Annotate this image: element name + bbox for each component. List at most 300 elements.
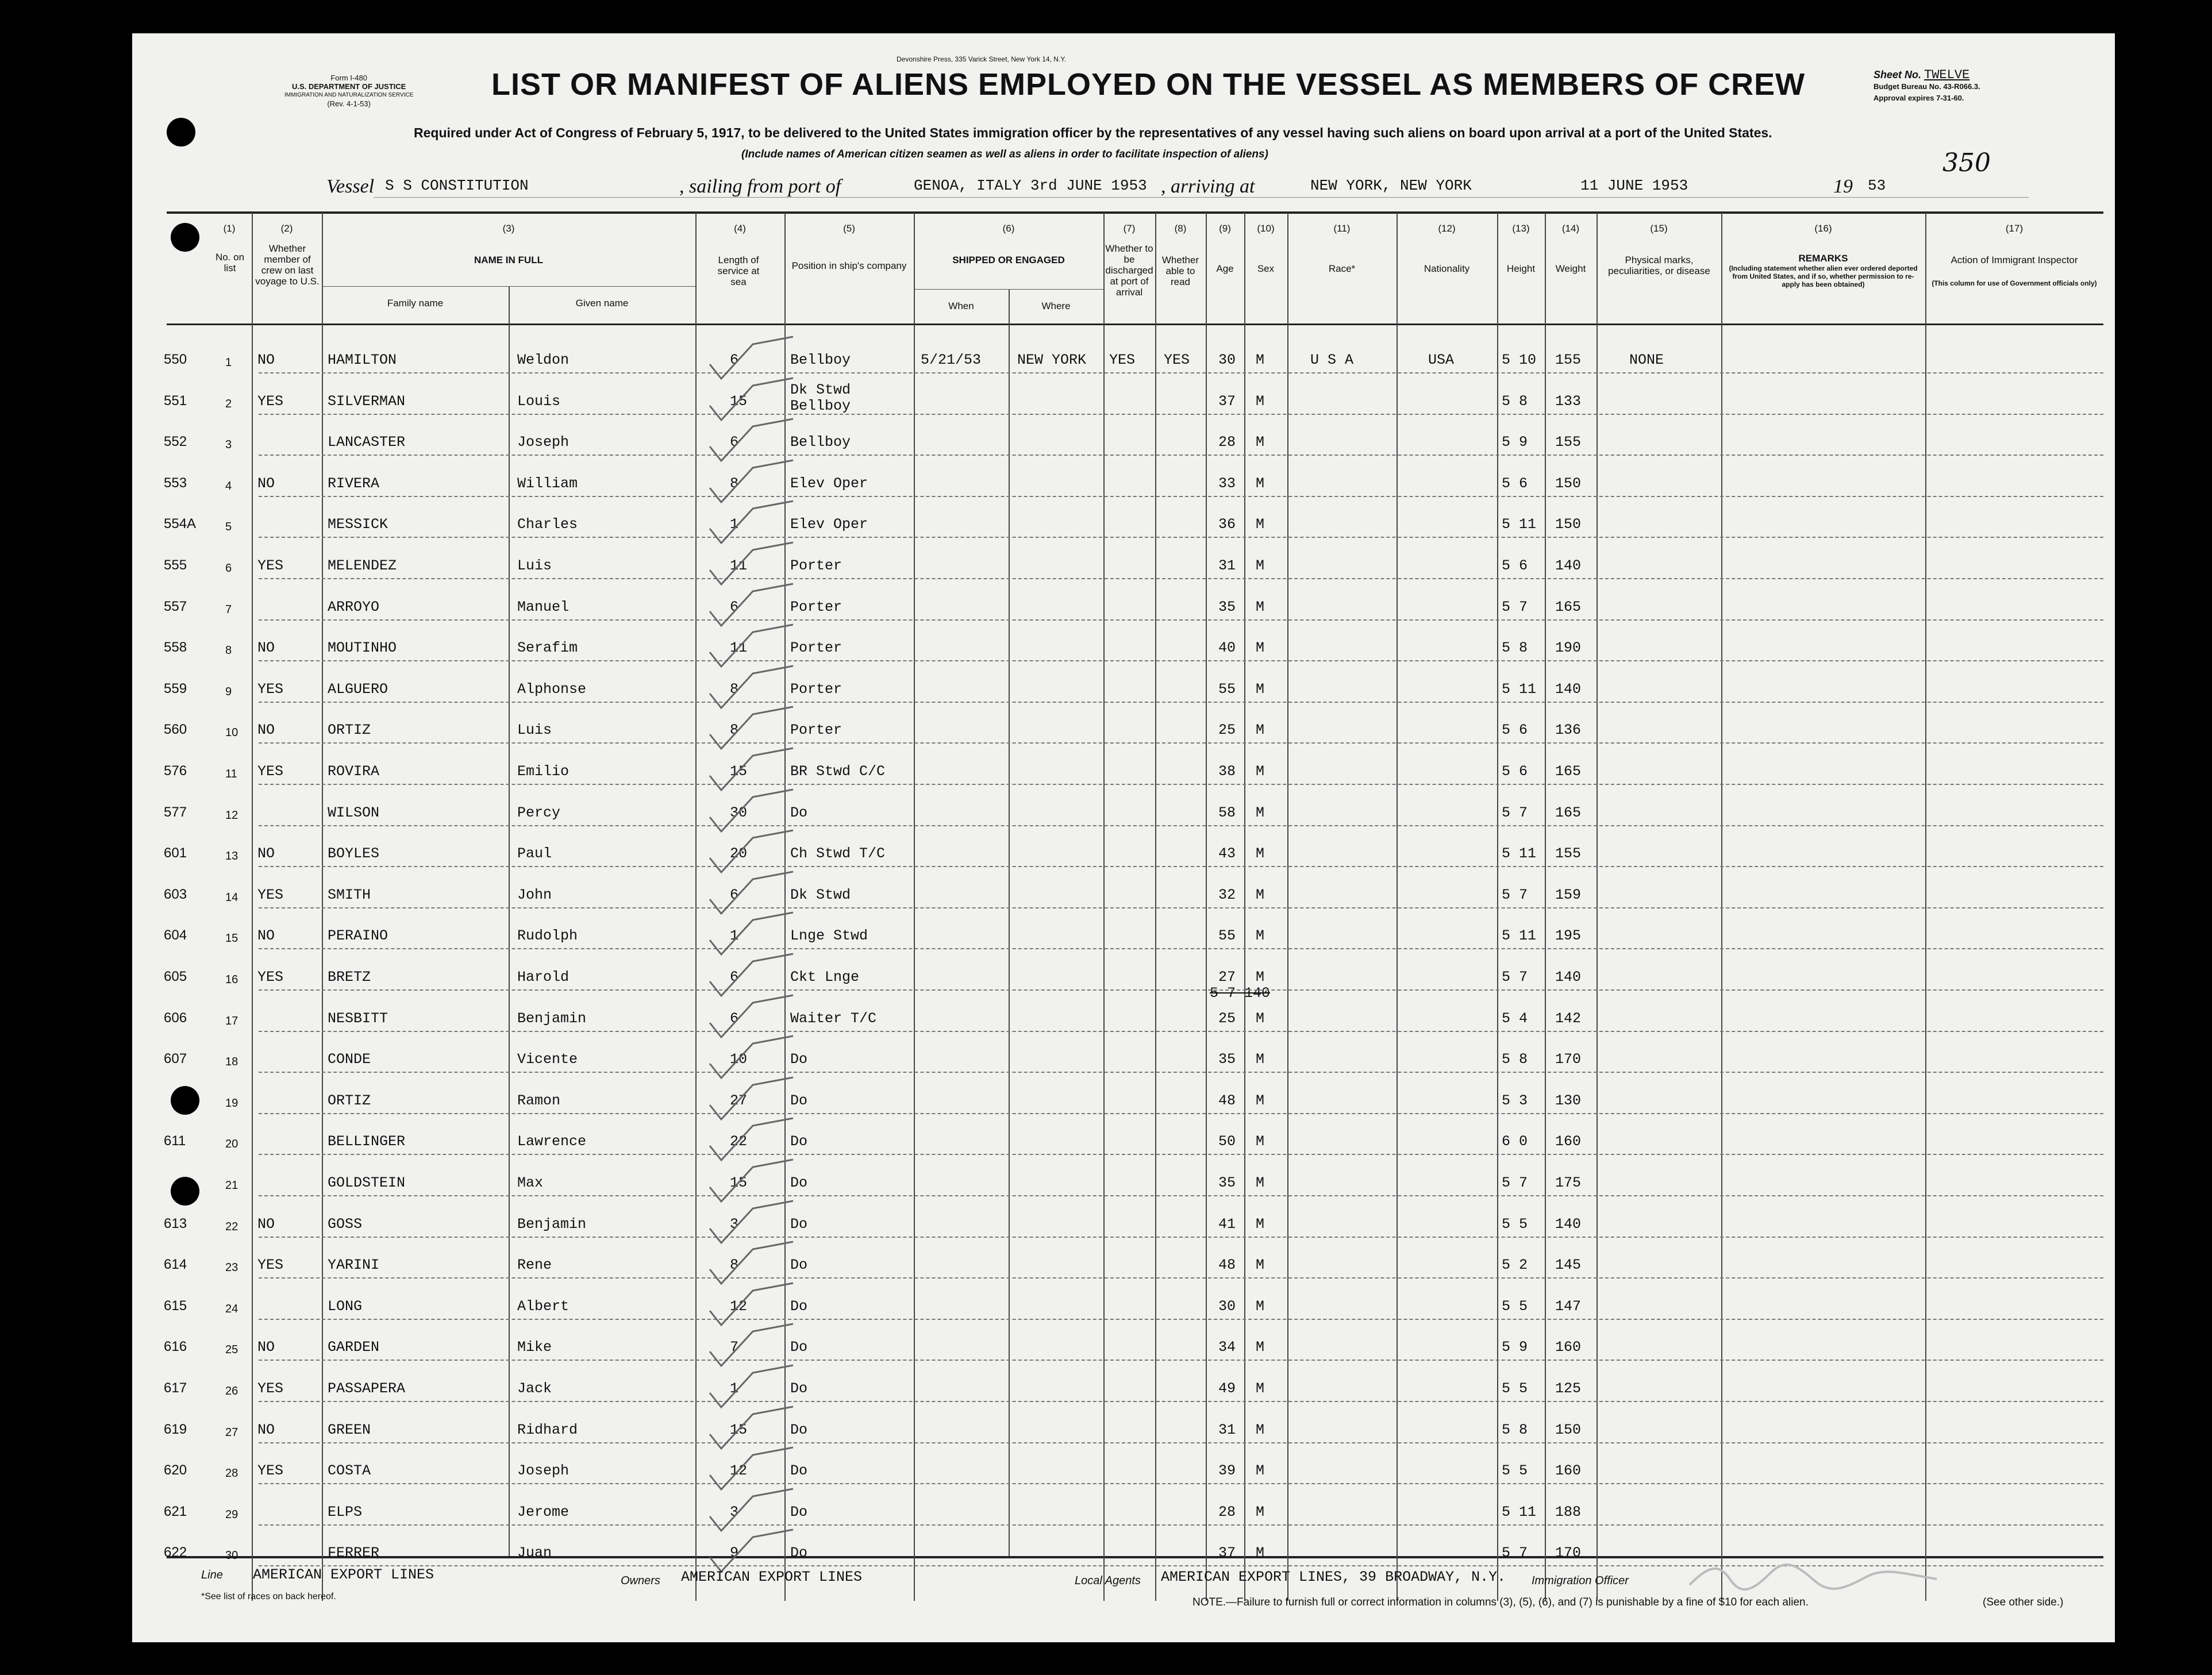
row-dashed-line: [259, 742, 2103, 744]
length-of-service: 11: [730, 640, 748, 657]
sex: M: [1256, 1545, 1265, 1562]
row-dashed-line: [259, 825, 2103, 826]
year-prefix: 19: [1833, 176, 1853, 197]
row-margin-number: 613: [164, 1215, 187, 1231]
age: 34: [1218, 1339, 1236, 1356]
nationality: USA: [1428, 352, 1455, 368]
row-dashed-line: [259, 1113, 2103, 1114]
col-13-number: (13): [1512, 223, 1530, 234]
position: Porter: [790, 722, 843, 739]
crew-last-voyage: NO: [257, 640, 275, 657]
col-9-number: (9): [1219, 223, 1231, 234]
given-name: Benjamin: [517, 1010, 587, 1027]
crew-last-voyage: NO: [257, 1339, 275, 1356]
sailing-label: , sailing from port of: [679, 176, 841, 197]
punch-hole: [171, 223, 199, 252]
table-row: [132, 1454, 2115, 1496]
col-16-number: (16): [1814, 223, 1832, 234]
tally-check-mark: [707, 1117, 808, 1163]
length-of-service: 30: [730, 804, 748, 821]
weight: 165: [1555, 763, 1582, 780]
table-row: [132, 632, 2115, 673]
sex: M: [1256, 1092, 1265, 1109]
length-of-service: 20: [730, 845, 748, 862]
weight: 145: [1555, 1257, 1582, 1274]
row-number: 21: [225, 1179, 238, 1192]
row-margin-number: 552: [164, 434, 187, 450]
family-name: WILSON: [328, 804, 380, 821]
height: 5 2: [1502, 1257, 1528, 1274]
tally-check-mark: [707, 500, 805, 546]
tally-check-mark: [707, 665, 805, 711]
table-row: [132, 508, 2115, 549]
age: 25: [1218, 1010, 1236, 1027]
position: Porter: [790, 557, 843, 574]
sex: M: [1256, 434, 1265, 451]
agents-value: AMERICAN EXPORT LINES, 39 BROADWAY, N.Y.: [1161, 1569, 1506, 1585]
length-of-service: 11: [730, 557, 748, 574]
given-name: Lawrence: [517, 1133, 587, 1150]
document-subtitle-note: (Include names of American citizen seamen as well as aliens in order to facilitate inspection of aliens): [741, 148, 1268, 160]
col-header-sex: Sex: [1257, 263, 1275, 274]
given-name: Juan: [517, 1545, 552, 1562]
row-dashed-line: [259, 1360, 2103, 1361]
col-header-name: NAME IN FULL: [474, 255, 543, 265]
col-10-number: (10): [1257, 223, 1275, 234]
weight: 160: [1555, 1133, 1582, 1150]
family-name: GARDEN: [328, 1339, 380, 1356]
crew-last-voyage: NO: [257, 475, 275, 492]
crew-last-voyage: YES: [257, 1257, 284, 1274]
col-11-number: (11): [1333, 223, 1351, 234]
height: 5 6: [1502, 475, 1528, 492]
weight: 140: [1555, 1215, 1582, 1233]
tally-check-mark: [707, 1364, 808, 1410]
age: 55: [1218, 680, 1236, 698]
sex: M: [1256, 763, 1265, 780]
sex: M: [1256, 1297, 1265, 1315]
able-to-read: YES: [1164, 352, 1190, 368]
weight: 155: [1555, 845, 1582, 862]
col-header-marks: Physical marks, peculiarities, or disease: [1608, 255, 1710, 276]
vessel-line: [326, 176, 374, 198]
given-name: Joseph: [517, 434, 570, 451]
position: Do: [790, 1545, 808, 1562]
family-name: CONDE: [328, 1051, 371, 1068]
physical-marks: NONE: [1629, 352, 1664, 368]
row-dashed-line: [259, 907, 2103, 908]
tally-check-mark: [707, 541, 805, 587]
height: 5 6: [1502, 763, 1528, 780]
table-row: [132, 549, 2115, 591]
sex: M: [1256, 352, 1265, 368]
length-of-service: 15: [730, 392, 748, 410]
position: Do: [790, 1092, 808, 1109]
age: 55: [1218, 927, 1236, 945]
table-row: [132, 714, 2115, 755]
family-name: ROVIRA: [328, 763, 380, 780]
crew-last-voyage: YES: [257, 557, 284, 574]
col-17-number: (17): [2005, 223, 2024, 234]
height: 5 7: [1502, 598, 1528, 615]
weight: 142: [1555, 1010, 1582, 1027]
sex: M: [1256, 969, 1265, 985]
family-name: PASSAPERA: [328, 1380, 406, 1397]
length-of-service: 27: [730, 1092, 748, 1109]
tally-check-mark: [707, 911, 805, 957]
row-dashed-line: [259, 496, 2103, 497]
height: 5 9: [1502, 434, 1528, 451]
tally-check-mark: [707, 1158, 808, 1204]
row-margin-number: 619: [164, 1421, 187, 1437]
tally-check-mark: [707, 1200, 808, 1246]
row-margin-number: 558: [164, 640, 187, 656]
family-name: PERAINO: [328, 927, 388, 945]
tally-check-mark: [707, 459, 805, 505]
given-name: Vicente: [517, 1051, 578, 1068]
sex: M: [1256, 722, 1265, 739]
weight: 165: [1555, 598, 1582, 615]
col-header-age: Age: [1216, 263, 1234, 274]
position: Do: [790, 1297, 808, 1315]
length-of-service: 1: [730, 516, 739, 533]
struck-entry: 5 7 140: [1210, 985, 1271, 1002]
length-of-service: 6: [730, 886, 739, 903]
race: U S A: [1310, 352, 1354, 368]
table-row: [132, 1166, 2115, 1208]
height: 5 10: [1502, 352, 1537, 368]
weight: 170: [1555, 1545, 1582, 1562]
given-name: Ridhard: [517, 1421, 578, 1438]
age: 28: [1218, 1503, 1236, 1520]
given-name: Benjamin: [517, 1215, 587, 1233]
crew-last-voyage: YES: [257, 1462, 284, 1480]
col-4-number: (4): [734, 223, 746, 234]
position: Do: [790, 1257, 808, 1274]
row-number: 23: [225, 1261, 238, 1274]
age: 48: [1218, 1092, 1236, 1109]
row-number: 25: [225, 1343, 238, 1357]
owners-label: Owners: [621, 1574, 660, 1587]
row-number: 1: [225, 356, 232, 369]
punch-hole: [167, 118, 195, 147]
tally-check-mark: [707, 336, 805, 382]
table-top-border: [167, 211, 2103, 214]
sex: M: [1256, 927, 1265, 945]
row-dashed-line: [259, 1072, 2103, 1073]
sex: M: [1256, 804, 1265, 821]
row-number: 16: [225, 973, 238, 986]
family-name: ALGUERO: [328, 680, 388, 698]
table-row: [132, 1002, 2115, 1043]
position: Elev Oper: [790, 475, 868, 492]
length-of-service: 8: [730, 680, 739, 698]
height: 5 7: [1502, 804, 1528, 821]
age: 28: [1218, 434, 1236, 451]
family-name: MESSICK: [328, 516, 388, 533]
row-number: 28: [225, 1467, 238, 1480]
sheet-block: [1874, 69, 1980, 104]
age: 36: [1218, 516, 1236, 533]
row-dashed-line: [259, 1237, 2103, 1238]
col-header-family: Family name: [387, 298, 444, 309]
tally-check-mark: [707, 1488, 808, 1534]
age: 41: [1218, 1215, 1236, 1233]
given-name: William: [517, 475, 578, 492]
given-name: Alphonse: [517, 680, 587, 698]
table-row: [132, 1125, 2115, 1166]
shipped-when: 5/21/53: [921, 352, 982, 368]
sailing-port: GENOA, ITALY 3rd JUNE 1953: [914, 177, 1147, 194]
line-value: AMERICAN EXPORT LINES: [253, 1566, 434, 1583]
age: 38: [1218, 763, 1236, 780]
col-header-nationality: Nationality: [1424, 263, 1470, 274]
length-of-service: 15: [730, 763, 748, 780]
col-8-number: (8): [1174, 223, 1187, 234]
row-number: 10: [225, 726, 238, 740]
length-of-service: 15: [730, 1421, 748, 1438]
col-12-number: (12): [1438, 223, 1456, 234]
family-name: ELPS: [328, 1503, 363, 1520]
row-number: 6: [225, 562, 232, 575]
printer-line: Devonshire Press, 335 Varick Street, New York 14, N.Y.: [897, 55, 1067, 63]
height: 5 7: [1502, 969, 1528, 985]
age: 37: [1218, 1545, 1236, 1562]
position: Do: [790, 1215, 808, 1233]
height: 5 8: [1502, 640, 1528, 657]
tally-check-mark: [707, 1446, 808, 1492]
given-name: John: [517, 886, 552, 903]
height: 5 8: [1502, 392, 1528, 410]
document-subtitle: Required under Act of Congress of February 5, 1917, to be delivered to the United States immigration officer by the representatives of any vessel having such aliens on board upon arrival at a port of the United States.: [414, 125, 1772, 140]
row-dashed-line: [259, 537, 2103, 538]
table-row: [132, 381, 2115, 426]
age: 43: [1218, 845, 1236, 862]
col-6-number: (6): [1002, 223, 1015, 234]
sheet-label: Sheet No.: [1874, 69, 1922, 80]
revision: (Rev. 4-1-53): [327, 99, 371, 108]
tally-check-mark: [707, 788, 808, 834]
row-number: 8: [225, 644, 232, 657]
height: 5 3: [1502, 1092, 1528, 1109]
tally-check-mark: [707, 1035, 808, 1081]
row-margin-number: 607: [164, 1051, 187, 1067]
sex: M: [1256, 557, 1265, 574]
vessel-label: Vessel: [326, 176, 375, 197]
length-of-service: 7: [730, 1339, 739, 1356]
row-margin-number: 576: [164, 763, 187, 779]
row-margin-number: 617: [164, 1380, 187, 1396]
table-row: [132, 344, 2115, 385]
family-name: BRETZ: [328, 969, 371, 985]
position: Ckt Lnge: [790, 969, 860, 985]
col-header-remarks-note: (Including statement whether alien ever ordered deported from United States, and if so, whether permission to re-apply has been obtained): [1729, 264, 1918, 288]
table-row: [132, 1249, 2115, 1290]
height: 5 5: [1502, 1462, 1528, 1480]
weight: 190: [1555, 640, 1582, 657]
position: Do: [790, 1175, 808, 1191]
family-name: MOUTINHO: [328, 640, 397, 657]
col-15-number: (15): [1650, 223, 1668, 234]
sex: M: [1256, 1051, 1265, 1068]
row-margin-number: 603: [164, 886, 187, 902]
sex: M: [1256, 1462, 1265, 1480]
row-dashed-line: [259, 702, 2103, 703]
col-header-no: No. on list: [215, 252, 245, 274]
given-name: Luis: [517, 557, 552, 574]
sex: M: [1256, 1133, 1265, 1150]
col-header-race: Race*: [1328, 263, 1356, 274]
length-of-service: 6: [730, 434, 739, 451]
weight: 140: [1555, 680, 1582, 698]
position: Do: [790, 1051, 808, 1068]
weight: 150: [1555, 475, 1582, 492]
footer-note: NOTE.—Failure to furnish full or correct information in columns (3), (5), (6), and (7) is punishable by a fine of $10 for each alien.: [1192, 1596, 1809, 1608]
arrival-date: 11 JUNE 1953: [1580, 177, 1688, 194]
crew-last-voyage: NO: [257, 352, 275, 368]
crew-last-voyage: YES: [257, 680, 284, 698]
form-id-block: [284, 74, 413, 108]
family-name: ORTIZ: [328, 1092, 371, 1109]
row-dashed-line: [259, 455, 2103, 456]
weight: 160: [1555, 1462, 1582, 1480]
document-title: LIST OR MANIFEST OF ALIENS EMPLOYED ON THE VESSEL AS MEMBERS OF CREW: [491, 67, 1806, 102]
family-name: GREEN: [328, 1421, 371, 1438]
col-3-number: (3): [502, 223, 515, 234]
crew-last-voyage: NO: [257, 722, 275, 739]
weight: 150: [1555, 516, 1582, 533]
sex: M: [1256, 886, 1265, 903]
sex: M: [1256, 680, 1265, 698]
row-dashed-line: [259, 989, 2103, 991]
family-name: GOLDSTEIN: [328, 1175, 406, 1191]
given-name: Luis: [517, 722, 552, 739]
table-row: [132, 591, 2115, 632]
family-name: COSTA: [328, 1462, 371, 1480]
row-margin-number: 560: [164, 722, 187, 738]
weight: 136: [1555, 722, 1582, 739]
given-name: Serafim: [517, 640, 578, 657]
tally-check-mark: [707, 829, 805, 875]
row-margin-number: 616: [164, 1339, 187, 1355]
col-header-shipped: SHIPPED OR ENGAGED: [952, 255, 1065, 265]
crew-last-voyage: YES: [257, 392, 284, 410]
row-number: 13: [225, 850, 238, 863]
table-row: [132, 961, 2115, 1002]
tally-check-mark: [707, 1323, 808, 1369]
position: Do: [790, 1462, 808, 1480]
sex: M: [1256, 1010, 1265, 1027]
position: Do: [790, 1133, 808, 1150]
height: 5 8: [1502, 1421, 1528, 1438]
family-name: GOSS: [328, 1215, 363, 1233]
crew-last-voyage: YES: [257, 763, 284, 780]
length-of-service: 9: [730, 1545, 739, 1562]
crew-last-voyage: NO: [257, 1421, 275, 1438]
row-margin-number: 605: [164, 969, 187, 984]
department: U.S. DEPARTMENT OF JUSTICE: [291, 82, 406, 91]
position: Waiter T/C: [790, 1010, 877, 1027]
height: 5 11: [1502, 1503, 1537, 1520]
officer-signature: [1684, 1556, 1948, 1596]
row-dashed-line: [259, 1319, 2103, 1320]
row-number: 11: [225, 768, 237, 780]
position: Bellboy: [790, 352, 851, 368]
length-of-service: 8: [730, 475, 739, 492]
given-name: Weldon: [517, 352, 570, 368]
col-1-number: (1): [223, 223, 236, 234]
row-margin-number: 553: [164, 475, 187, 491]
height: 5 11: [1502, 516, 1537, 533]
position-secondary: Bellboy: [790, 397, 851, 414]
tally-check-mark: [707, 583, 805, 629]
family-name: MELENDEZ: [328, 557, 397, 574]
sex: M: [1256, 1503, 1265, 1520]
col-header-remarks: REMARKS: [1798, 253, 1848, 264]
table-row: [132, 1496, 2115, 1537]
row-dashed-line: [259, 1483, 2103, 1484]
form-number: Form I-480: [330, 74, 367, 82]
age: 50: [1218, 1133, 1236, 1150]
length-of-service: 3: [730, 1503, 739, 1520]
table-row: [132, 1084, 2115, 1126]
tally-check-mark: [707, 871, 805, 917]
row-number: 15: [225, 932, 238, 945]
given-name: Joseph: [517, 1462, 570, 1480]
age: 33: [1218, 475, 1236, 492]
position: Lnge Stwd: [790, 927, 868, 945]
position: Porter: [790, 598, 843, 615]
weight: 125: [1555, 1380, 1582, 1397]
given-name: Percy: [517, 804, 561, 821]
weight: 147: [1555, 1297, 1582, 1315]
crew-last-voyage: NO: [257, 845, 275, 862]
col-header-action: Action of Immigrant Inspector: [1951, 255, 2078, 265]
position: Do: [790, 1339, 808, 1356]
weight: 170: [1555, 1051, 1582, 1068]
row-number: 20: [225, 1138, 238, 1151]
position: BR Stwd C/C: [790, 763, 886, 780]
row-dashed-line: [259, 1277, 2103, 1279]
length-of-service: 15: [730, 1175, 748, 1191]
shipped-where: NEW YORK: [1017, 352, 1087, 368]
tally-check-mark: [707, 1282, 808, 1328]
given-name: Louis: [517, 392, 561, 410]
row-margin-number: 622: [164, 1545, 187, 1561]
weight: 195: [1555, 927, 1582, 945]
given-name: Harold: [517, 969, 570, 985]
position: Porter: [790, 680, 843, 698]
weight: 133: [1555, 392, 1582, 410]
to-be-discharged: YES: [1109, 352, 1136, 368]
row-margin-number: 621: [164, 1503, 187, 1519]
arrival-port: NEW YORK, NEW YORK: [1310, 177, 1472, 194]
col-header-position: Position in ship's company: [791, 260, 907, 271]
weight: 140: [1555, 557, 1582, 574]
table-row: [132, 919, 2115, 961]
given-name: Mike: [517, 1339, 552, 1356]
position: Dk Stwd: [790, 381, 851, 398]
height: 5 7: [1502, 886, 1528, 903]
table-row: [132, 673, 2115, 714]
age: 37: [1218, 392, 1236, 410]
row-dashed-line: [259, 866, 2103, 867]
given-name: Rene: [517, 1257, 552, 1274]
height: 5 11: [1502, 927, 1537, 945]
sex: M: [1256, 1175, 1265, 1191]
table-row: [132, 1043, 2115, 1084]
row-margin-number: 550: [164, 352, 187, 367]
